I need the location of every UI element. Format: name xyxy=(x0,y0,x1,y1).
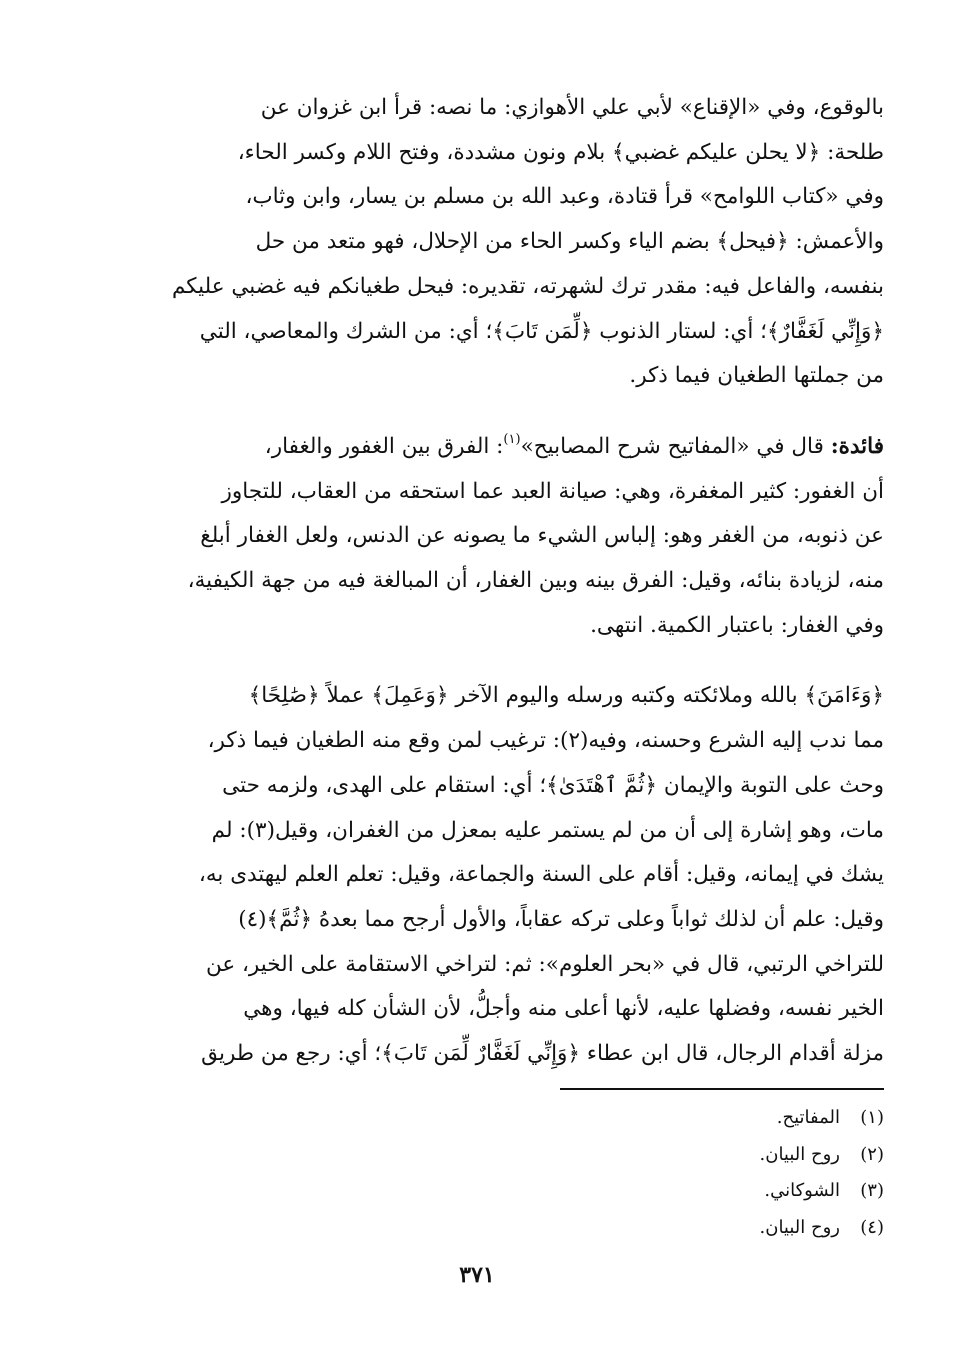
text-line: بالوقوع، وفي «الإقناع» لأبي علي الأهوازي: ما نصه: قرأ ابن غزوان عن xyxy=(260,95,884,120)
text-line: منه، لزيادة بنائه، وقيل: الفرق بينه وبين الغفار، أن المبالغة فيه من جهة الكيفية، xyxy=(187,568,884,594)
page-number: ٣٧١ xyxy=(459,1262,495,1288)
footnote-ref: (١) xyxy=(503,431,521,447)
paragraph-2 xyxy=(105,425,884,649)
text-line: وفي «كتاب اللوامح» قرأ قتادة، وعبد الله بن مسلم بن يسار، وابن وثاب، xyxy=(245,184,884,210)
note-heading: فائدة: xyxy=(830,433,884,459)
text-line: بنفسه، والفاعل فيه: مقدر ترك لشهرته، تقديره: فيحل طغيانكم فيه غضبي عليكم xyxy=(171,273,884,299)
footnote xyxy=(600,1210,884,1247)
paragraph-gap xyxy=(105,399,884,425)
text-line: أن الغفور: كثير المغفرة، وهي: صيانة العبد عما استحقه من العقاب، للتجاوز xyxy=(221,478,884,504)
text-line: للتراخي الرتبي، قال في «بحر العلوم»: ثم: لتراخي الاستقامة على الخير، عن xyxy=(205,951,884,977)
footnote-text: المفاتيح. xyxy=(776,1107,840,1128)
main-text xyxy=(105,86,884,1077)
footnote-text: الشوكاني. xyxy=(764,1180,840,1201)
footnote xyxy=(600,1137,884,1174)
footnote-number: (٣) xyxy=(860,1180,884,1201)
footnote xyxy=(600,1173,884,1210)
text-line: يشك في إيمانه، وقيل: أقام على السنة والجماعة، وقيل: تعلم العلم ليهتدى به، xyxy=(198,862,884,888)
footnote-number: (٤) xyxy=(860,1216,884,1238)
text-fragment: : الفرق بين الغفور والغفار، xyxy=(264,433,504,459)
footnote-text: روح البيان. xyxy=(759,1143,840,1165)
text-line: مما ندب إليه الشرع وحسنه، وفيه(٢): ترغيب لمن وقع منه الطغيان فيما ذكر، xyxy=(207,728,884,754)
text-line: الخير نفسه، وفضلها عليه، لأنها أعلى منه وأجلُّ، لأن الشأن كله فيها، وهي xyxy=(243,996,884,1022)
footnote-separator xyxy=(560,1088,884,1090)
text-line: مات، وهو إشارة إلى أن من لم يستمر عليه بمعزل من الغفران، وقيل(٣): لم xyxy=(211,817,884,843)
paragraph-3 xyxy=(105,674,884,1076)
text-line: طلحة: ﴿لا يحلن عليكم غضبي﴾ بلام ونون مشددة، وفتح اللام وكسر الحاء، xyxy=(237,139,884,165)
text-line: وقيل: علم أن لذلك ثواباً وعلى تركه عقاباً، والأول أرجح مما بعدهُ ﴿ثُمَّ﴾(٤) xyxy=(238,906,884,932)
footnote xyxy=(600,1100,884,1137)
footnotes xyxy=(600,1100,884,1246)
paragraph-1 xyxy=(105,86,884,399)
text-line: عن ذنوبه، من الغفر وهو: إلباس الشيء ما يصونه عن الدنس، ولعل الغفار أبلغ xyxy=(200,523,884,549)
text-fragment: قال في «المفاتيح شرح المصابيح» xyxy=(520,433,831,459)
text-line: من جملتها الطغيان فيما ذكر. xyxy=(629,363,884,389)
paragraph-gap xyxy=(105,648,884,674)
footnote-number: (٢) xyxy=(860,1143,884,1165)
text-line: ﴿وَإِنِّي لَغَفَّارٌ﴾؛ أي: لستار الذنوب ﴿لِّمَن تَابَ﴾؛ أي: من الشرك والمعاصي، التي xyxy=(199,318,884,344)
text-line: والأعمش: ﴿فيحل﴾ بضم الياء وكسر الحاء من الإحلال، فهو متعد من حل xyxy=(255,229,884,255)
text-line: مزلة أقدام الرجال، قال ابن عطاء ﴿وَإِنِّي لَغَفَّارٌ لِّمَن تَابَ﴾؛ أي: رجع من طريق xyxy=(201,1041,884,1067)
footnote-number: (١) xyxy=(860,1107,884,1128)
text-line: ﴿وَءَامَنَ﴾ بالله وملائكته وكتبه ورسله واليوم الآخر ﴿وَعَمِلَ﴾ عملاً ﴿صَٰلِحًا﴾ xyxy=(248,683,884,709)
text-line: وحث على التوبة والإيمان ﴿ثُمَّ ٱهْتَدَىٰ﴾؛ أي: استقام على الهدى، ولزمه حتى xyxy=(222,772,884,798)
footnote-text: روح البيان. xyxy=(759,1216,840,1238)
text-line xyxy=(105,425,884,470)
text-line: وفي الغفار: باعتبار الكمية. انتهى. xyxy=(590,612,884,638)
